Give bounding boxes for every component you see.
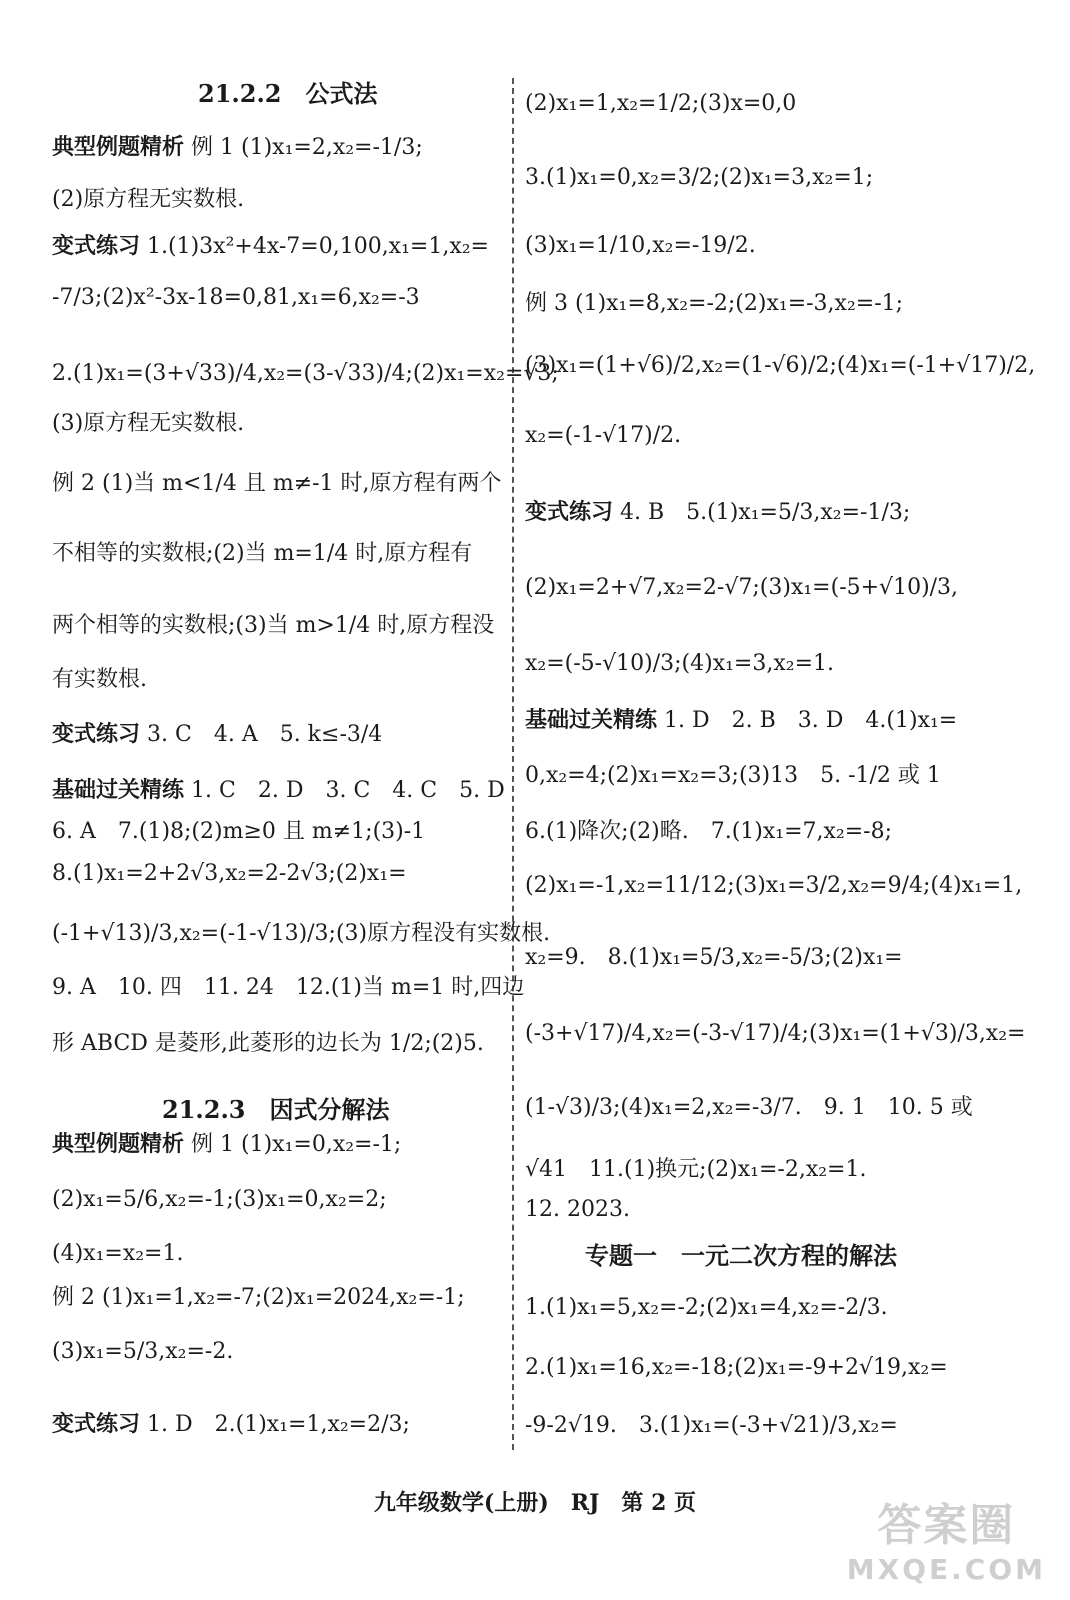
variant-4-text: 1. D 2.(1)x₁=1,x₂=2/3; [147,1412,410,1437]
topic-heading: 专题一 一元二次方程的解法 [585,1241,897,1270]
example-2-line3: 两个相等的实数根;(3)当 m>1/4 时,原方程没 [52,613,495,638]
variant-1-cont: -7/3;(2)x²-3x-18=0,81,x₁=6,x₂=-3 [52,285,420,310]
right-line-5: (3)x₁=(1+√6)/2,x₂=(1-√6)/2;(4)x₁=(-1+√17)/2, [525,353,1036,378]
right-line-2: 3.(1)x₁=0,x₂=3/2;(2)x₁=3,x₂=1; [525,165,874,190]
label-typical-example: 典型例题精析 [52,1131,185,1157]
basic-2-line [525,706,957,735]
basic-2-text: 1. D 2. B 3. D 4.(1)x₁= [664,708,958,733]
section-heading-formula: 21.2.2 公式法 [198,79,378,108]
right-line-16: (1-√3)/3;(4)x₁=2,x₂=-3/7. 9. 1 10. 5 或 [525,1095,973,1120]
no-root-line: (2)原方程无实数根. [52,187,245,212]
example-3-line1 [52,1130,401,1159]
label-basic-practice: 基础过关精练 [525,707,658,733]
column-divider [512,78,514,1450]
variant-2-line: 2.(1)x₁=(3+√33)/4,x₂=(3-√33)/4;(2)x₁=x₂=√3; [52,361,559,386]
basic-line4: (-1+√13)/3,x₂=(-1-√13)/3;(3)原方程没有实数根. [52,921,551,946]
variant-2-line3: (3)原方程无实数根. [52,411,245,436]
example-2-line2: 不相等的实数根;(2)当 m=1/4 时,原方程有 [52,541,473,566]
example-1-line [52,133,423,162]
label-variant-practice: 变式练习 [52,233,141,259]
example-4-line1: 例 2 (1)x₁=1,x₂=-7;(2)x₁=2024,x₂=-1; [52,1285,465,1310]
example-3-line2: (2)x₁=5/6,x₂=-1;(3)x₁=0,x₂=2; [52,1187,387,1212]
basic-line2: 6. A 7.(1)8;(2)m≥0 且 m≠1;(3)-1 [52,819,426,844]
example-4-line2: (3)x₁=5/3,x₂=-2. [52,1339,234,1364]
example-2-line1: 例 2 (1)当 m<1/4 且 m≠-1 时,原方程有两个 [52,471,502,496]
right-line-4: 例 3 (1)x₁=8,x₂=-2;(2)x₁=-3,x₂=-1; [525,291,904,316]
right-line-20: 2.(1)x₁=16,x₂=-18;(2)x₁=-9+2√19,x₂= [525,1355,948,1380]
right-line-3: (3)x₁=1/10,x₂=-19/2. [525,233,756,258]
right-line-14: x₂=9. 8.(1)x₁=5/3,x₂=-5/3;(2)x₁= [525,945,903,970]
label-variant-practice: 变式练习 [525,499,614,525]
example-3-text: 例 1 (1)x₁=0,x₂=-1; [191,1132,402,1157]
right-line-18: 12. 2023. [525,1197,630,1222]
right-line-21: -9-2√19. 3.(1)x₁=(-3+√21)/3,x₂= [525,1413,898,1438]
watermark-text: 答案圈 [877,1500,1016,1551]
right-line-1: (2)x₁=1,x₂=1/2;(3)x=0,0 [525,91,797,116]
variant-1-text: 1.(1)3x²+4x-7=0,100,x₁=1,x₂= [147,234,489,259]
basic-line6: 形 ABCD 是菱形,此菱形的边长为 1/2;(2)5. [52,1031,484,1056]
label-basic-practice: 基础过关精练 [52,777,185,803]
basic-line5: 9. A 10. 四 11. 24 12.(1)当 m=1 时,四边 [52,975,525,1000]
basic-line1 [52,776,505,805]
variant-1-line [52,232,489,261]
right-line-15: (-3+√17)/4,x₂=(-3-√17)/4;(3)x₁=(1+√3)/3,x₂= [525,1021,1026,1046]
watermark-logo [847,1489,1046,1586]
right-line-6: x₂=(-1-√17)/2. [525,423,682,448]
variant-3-text: 3. C 4. A 5. k≤-3/4 [147,722,383,747]
right-line-13: (2)x₁=-1,x₂=11/12;(3)x₁=3/2,x₂=9/4;(4)x₁=1, [525,873,1023,898]
example-3-line3: (4)x₁=x₂=1. [52,1241,184,1266]
label-typical-example: 典型例题精析 [52,134,185,160]
section-heading-factorization: 21.2.3 因式分解法 [162,1095,390,1124]
basic-line3: 8.(1)x₁=2+2√3,x₂=2-2√3;(2)x₁= [52,861,407,886]
right-line-9: x₂=(-5-√10)/3;(4)x₁=3,x₂=1. [525,651,834,676]
label-variant-practice: 变式练习 [52,721,141,747]
right-line-12: 6.(1)降次;(2)略. 7.(1)x₁=7,x₂=-8; [525,819,893,844]
label-variant-practice: 变式练习 [52,1411,141,1437]
variant-5-text: 4. B 5.(1)x₁=5/3,x₂=-1/3; [620,500,911,525]
basic-text1: 1. C 2. D 3. C 4. C 5. D [191,778,505,803]
page-footer: 九年级数学(上册) RJ 第 2 页 [373,1490,697,1516]
example-1-text: 例 1 (1)x₁=2,x₂=-1/3; [191,135,423,160]
variant-4-line [52,1410,410,1439]
variant-3-line [52,720,382,749]
right-line-11: 0,x₂=4;(2)x₁=x₂=3;(3)13 5. -1/2 或 1 [525,763,941,788]
watermark-url: MXQE.COM [846,1553,1046,1586]
right-line-17: √41 11.(1)换元;(2)x₁=-2,x₂=1. [525,1157,867,1182]
right-line-19: 1.(1)x₁=5,x₂=-2;(2)x₁=4,x₂=-2/3. [525,1295,888,1320]
right-line-8: (2)x₁=2+√7,x₂=2-√7;(3)x₁=(-5+√10)/3, [525,575,959,600]
example-2-line4: 有实数根. [52,667,147,692]
variant-5-line [525,498,910,527]
